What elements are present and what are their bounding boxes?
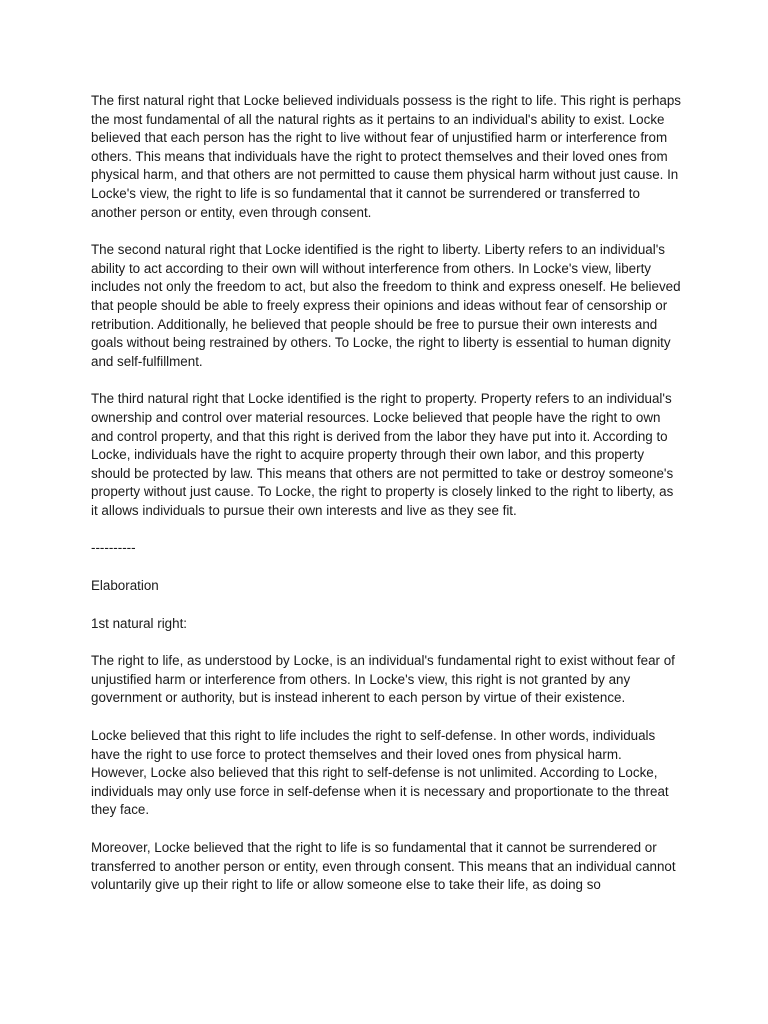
paragraph-right-to-liberty: The second natural right that Locke identified is the right to liberty. Liberty refers to an individual's ability to act according to their own will without interference from others. In Locke's view, liberty includes not only the freedom to act, but also the freedom to think and express oneself. He believed that people should be able to freely express their opinions and ideas without fear of censorship or retribution. Additionally, he believed that people should be free to pursue their own interests and goals without being restrained by others. To Locke, the right to liberty is essential to human dignity and self-fulfillment. <box>91 242 681 369</box>
separator-line: ---------- <box>91 540 136 556</box>
paragraph-right-to-property: The third natural right that Locke identified is the right to property. Property refers to an individual's ownership and control over material resources. Locke believed that people have the right to own and control property, and that this right is derived from the labor they have put into it. According to Locke, individuals have the right to acquire property through their own labor, and this property should be protected by law. This means that others are not permitted to take or destroy someone's property without just cause. To Locke, the right to property is closely linked to the right to liberty, as it allows individuals to pursue their own interests and live as they see fit. <box>91 391 674 518</box>
subheading-first-natural-right: 1st natural right: <box>91 615 188 631</box>
section-heading-elaboration: Elaboration <box>91 578 159 594</box>
paragraph-self-defense: Locke believed that this right to life includes the right to self-defense. In other words, individuals have the right to use force to protect themselves and their loved ones from physical harm. However, Locke also believed that this right to self-defense is not unlimited. According to Locke, individuals may only use force in self-defense when it is necessary and proportionate to the threat they face. <box>91 728 669 818</box>
paragraph-life-definition: The right to life, as understood by Locke, is an individual's fundamental right to exist without fear of unjustified harm or interference from others. In Locke's view, this right is not granted by any government or authority, but is instead inherent to each person by virtue of their existence. <box>91 653 675 706</box>
document-body <box>91 92 681 914</box>
paragraph-inalienability: Moreover, Locke believed that the right to life is so fundamental that it cannot be surrendered or transferred to another person or entity, even through consent. This means that an individual cannot voluntarily give up their right to life or allow someone else to take their life, as doing so <box>91 840 676 893</box>
paragraph-right-to-life: The first natural right that Locke believed individuals possess is the right to life. This right is perhaps the most fundamental of all the natural rights as it pertains to an individual's ability to exist. Locke believed that each person has the right to live without fear of unjustified harm or interference from others. This means that individuals have the right to protect themselves and their loved ones from physical harm, and that others are not permitted to cause them physical harm without just cause. In Locke's view, the right to life is so fundamental that it cannot be surrendered or transferred to another person or entity, even through consent. <box>91 93 681 220</box>
